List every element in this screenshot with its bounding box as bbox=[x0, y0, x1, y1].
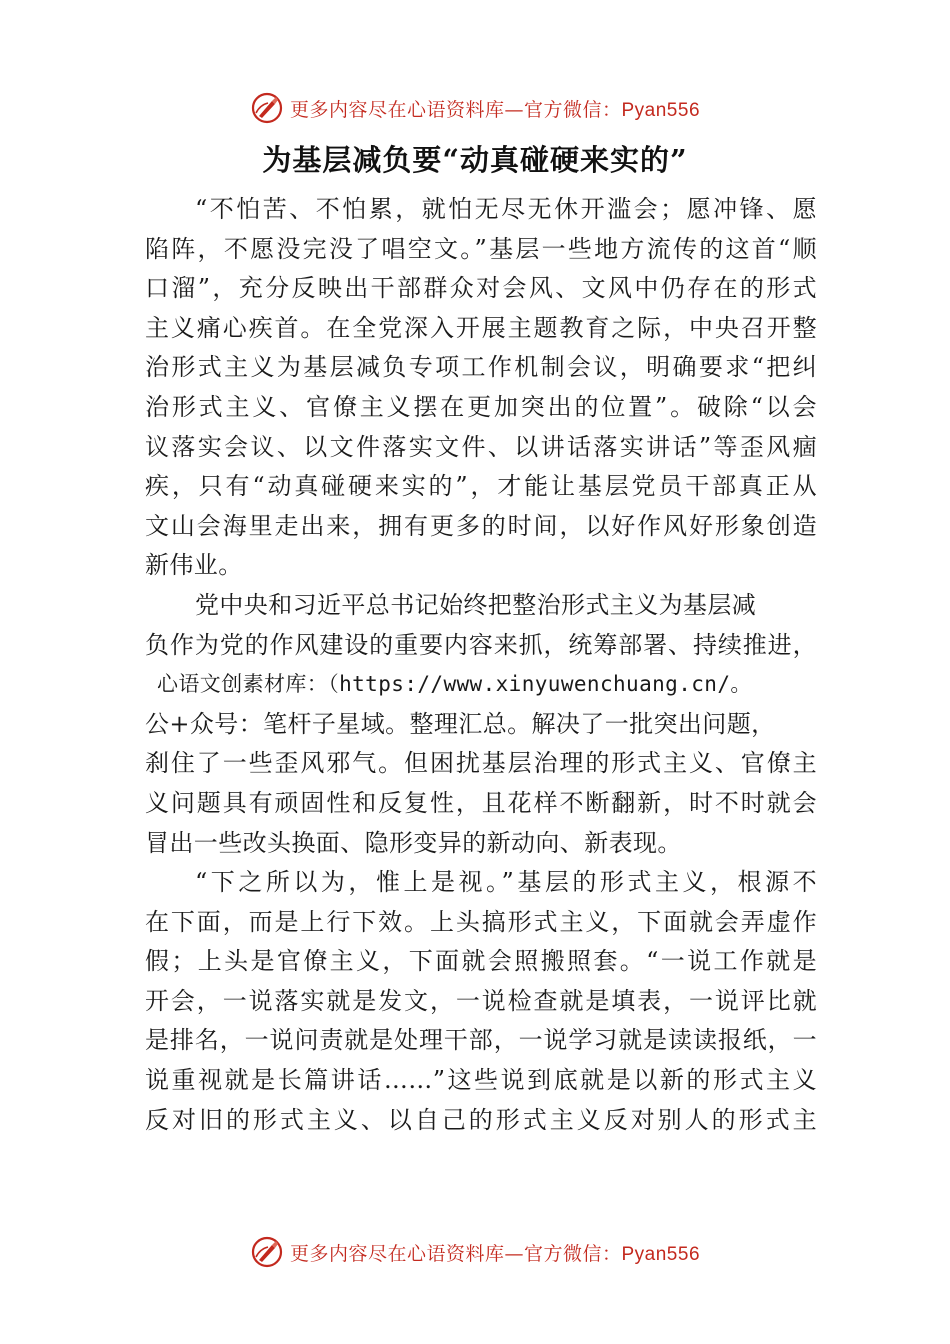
banner-site-text: 更多内容尽在心语资料库 bbox=[289, 98, 505, 121]
body-line: “下之所以为，惟上是视。”基层的形式主义，根源不 bbox=[195, 868, 817, 897]
banner-wechat-label: 官方微信： bbox=[523, 1242, 622, 1265]
banner-wechat-id: Pyan556 bbox=[621, 1243, 701, 1265]
banner-site-text: 更多内容尽在心语资料库 bbox=[289, 1242, 505, 1265]
body-line: 心语文创素材库：（https://www.xinyuwenchuang.cn/。 bbox=[157, 672, 752, 697]
body-line: 议落实会议、以文件落实文件、以讲话落实讲话”等歪风痼 bbox=[145, 432, 817, 461]
body-line: 口溜”，充分反映出干部群众对会风、文风中仍存在的形式 bbox=[145, 274, 817, 303]
body-line: 负作为党的作风建设的重要内容来抓，统筹部署、持续推进， bbox=[145, 630, 817, 659]
body-line: 公+众号：笔杆子星域。整理汇总。解决了一批突出问题， bbox=[145, 709, 776, 738]
body-line: 在下面，而是上行下效。上头搞形式主义，下面就会弄虚作 bbox=[145, 907, 817, 936]
body-line: 开会，一说落实就是发文，一说检查就是填表，一说评比就 bbox=[145, 986, 817, 1015]
body-line: 文山会海里走出来，拥有更多的时间，以好作风好形象创造 bbox=[145, 511, 817, 540]
body-line: 义问题具有顽固性和反复性，且花样不断翻新，时不时就会 bbox=[145, 788, 817, 817]
body-line: 是排名，一说问责就是处理干部，一说学习就是读读报纸，一 bbox=[145, 1026, 817, 1055]
body-line: 反对旧的形式主义、以自己的形式主义反对别人的形式主 bbox=[145, 1105, 817, 1134]
pen-logo-icon bbox=[250, 91, 284, 125]
header-banner bbox=[0, 88, 950, 128]
banner-dash: — bbox=[504, 1242, 524, 1265]
body-line: 新伟业。 bbox=[145, 551, 243, 580]
banner-dash: — bbox=[504, 98, 524, 121]
banner-wechat-id: Pyan556 bbox=[621, 99, 701, 121]
body-line: 冒出一些改头换面、隐形变异的新动向、新表现。 bbox=[145, 828, 682, 857]
banner-wechat-label: 官方微信： bbox=[523, 98, 622, 121]
body-line: 治形式主义为基层减负专项工作机制会议，明确要求“把纠 bbox=[145, 353, 817, 382]
banner-text bbox=[290, 1239, 700, 1266]
body-line: 刹住了一些歪风邪气。但困扰基层治理的形式主义、官僚主 bbox=[145, 749, 817, 778]
body-line: 治形式主义、官僚主义摆在更加突出的位置”。破除“以会 bbox=[145, 392, 817, 421]
body-line: 陷阵，不愿没完没了唱空文。”基层一些地方流传的这首“顺 bbox=[145, 234, 817, 263]
article-body bbox=[145, 190, 817, 1140]
article-title: 为基层减负要“动真碰硬来实的” bbox=[262, 143, 688, 177]
body-line: 党中央和习近平总书记始终把整治形式主义为基层减 bbox=[195, 590, 757, 619]
footer-banner bbox=[0, 1232, 950, 1272]
body-line: 假；上头是官僚主义，下面就会照搬照套。“一说工作就是 bbox=[145, 947, 817, 976]
body-line: 疾，只有“动真碰硬来实的”，才能让基层党员干部真正从 bbox=[145, 472, 817, 501]
body-line: 说重视就是长篇讲话……”这些说到底就是以新的形式主义 bbox=[145, 1066, 817, 1095]
banner-text bbox=[290, 95, 700, 122]
body-line: “不怕苦、不怕累，就怕无尽无休开滥会；愿冲锋、愿 bbox=[195, 195, 817, 223]
body-line: 主义痛心疾首。在全党深入开展主题教育之际，中央召开整 bbox=[145, 313, 817, 342]
pen-logo-icon bbox=[250, 1235, 284, 1269]
